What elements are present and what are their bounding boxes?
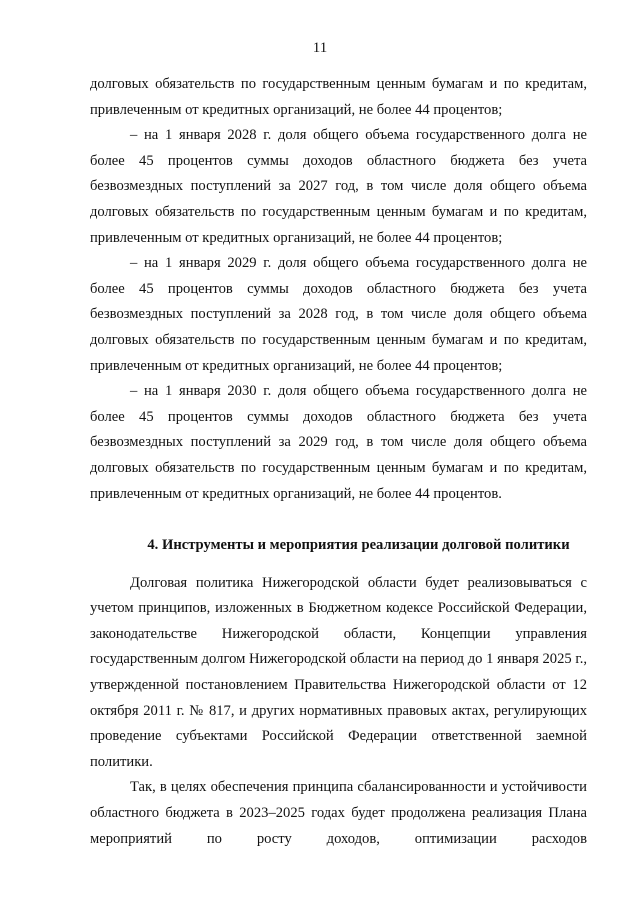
section-heading: 4. Инструменты и мероприятия реализации долговой политики — [147, 537, 570, 554]
paragraph-2029-limit: – на 1 января 2029 г. доля общего объема государственного долга не более 45 процентов суммы доходов областного бюджета без учета безвозмездных поступлений за 2028 год, в том числе доля общего объема долговых обязательств по государственным ценным бумагам и по кредитам, привлеченным от кредитных организаций, не более 44 процентов; — [90, 255, 587, 374]
paragraph-2028-limit: – на 1 января 2028 г. доля общего объема государственного долга не более 45 процентов суммы доходов областного бюджета без учета безвозмездных поступлений за 2027 год, в том числе доля общего объема долговых обязательств по государственным ценным бумагам и по кредитам, привлеченным от кредитных организаций, не более 44 процентов; — [90, 127, 587, 246]
paragraph-balance-plan: Так, в целях обеспечения принципа сбалансированности и устойчивости областного бюджета в 2023–2025 годах будет продолжена реализация Плана мероприятий по росту доходов, оптимизации расходов — [90, 779, 587, 847]
paragraph-continuation: долговых обязательств по государственным ценным бумагам и по кредитам, привлеченным от кредитных организаций, не более 44 процентов; — [90, 76, 587, 118]
paragraph-2030-limit: – на 1 января 2030 г. доля общего объема государственного долга не более 45 процентов суммы доходов областного бюджета без учета безвозмездных поступлений за 2029 год, в том числе доля общего объема долговых обязательств по государственным ценным бумагам и по кредитам, привлеченным от кредитных организаций, не более 44 процентов. — [90, 383, 587, 502]
page-number: 11 — [312, 40, 328, 56]
paragraph-debt-policy: Долговая политика Нижегородской области будет реализовываться с учетом принципов, изложенных в Бюджетном кодексе Российской Федерации, законодательстве Нижегородской области, Концепции управления государственным долгом Нижегородской области на период до 1 января 2025 г., утвержденной постановлением Правительства Нижегородской области от 12 октября 2011 г. № 817, и других нормативных правовых актах, регулирующих проведение субъектами Российской Федерации ответственной заемной политики. — [90, 574, 587, 770]
document-body — [90, 72, 587, 852]
